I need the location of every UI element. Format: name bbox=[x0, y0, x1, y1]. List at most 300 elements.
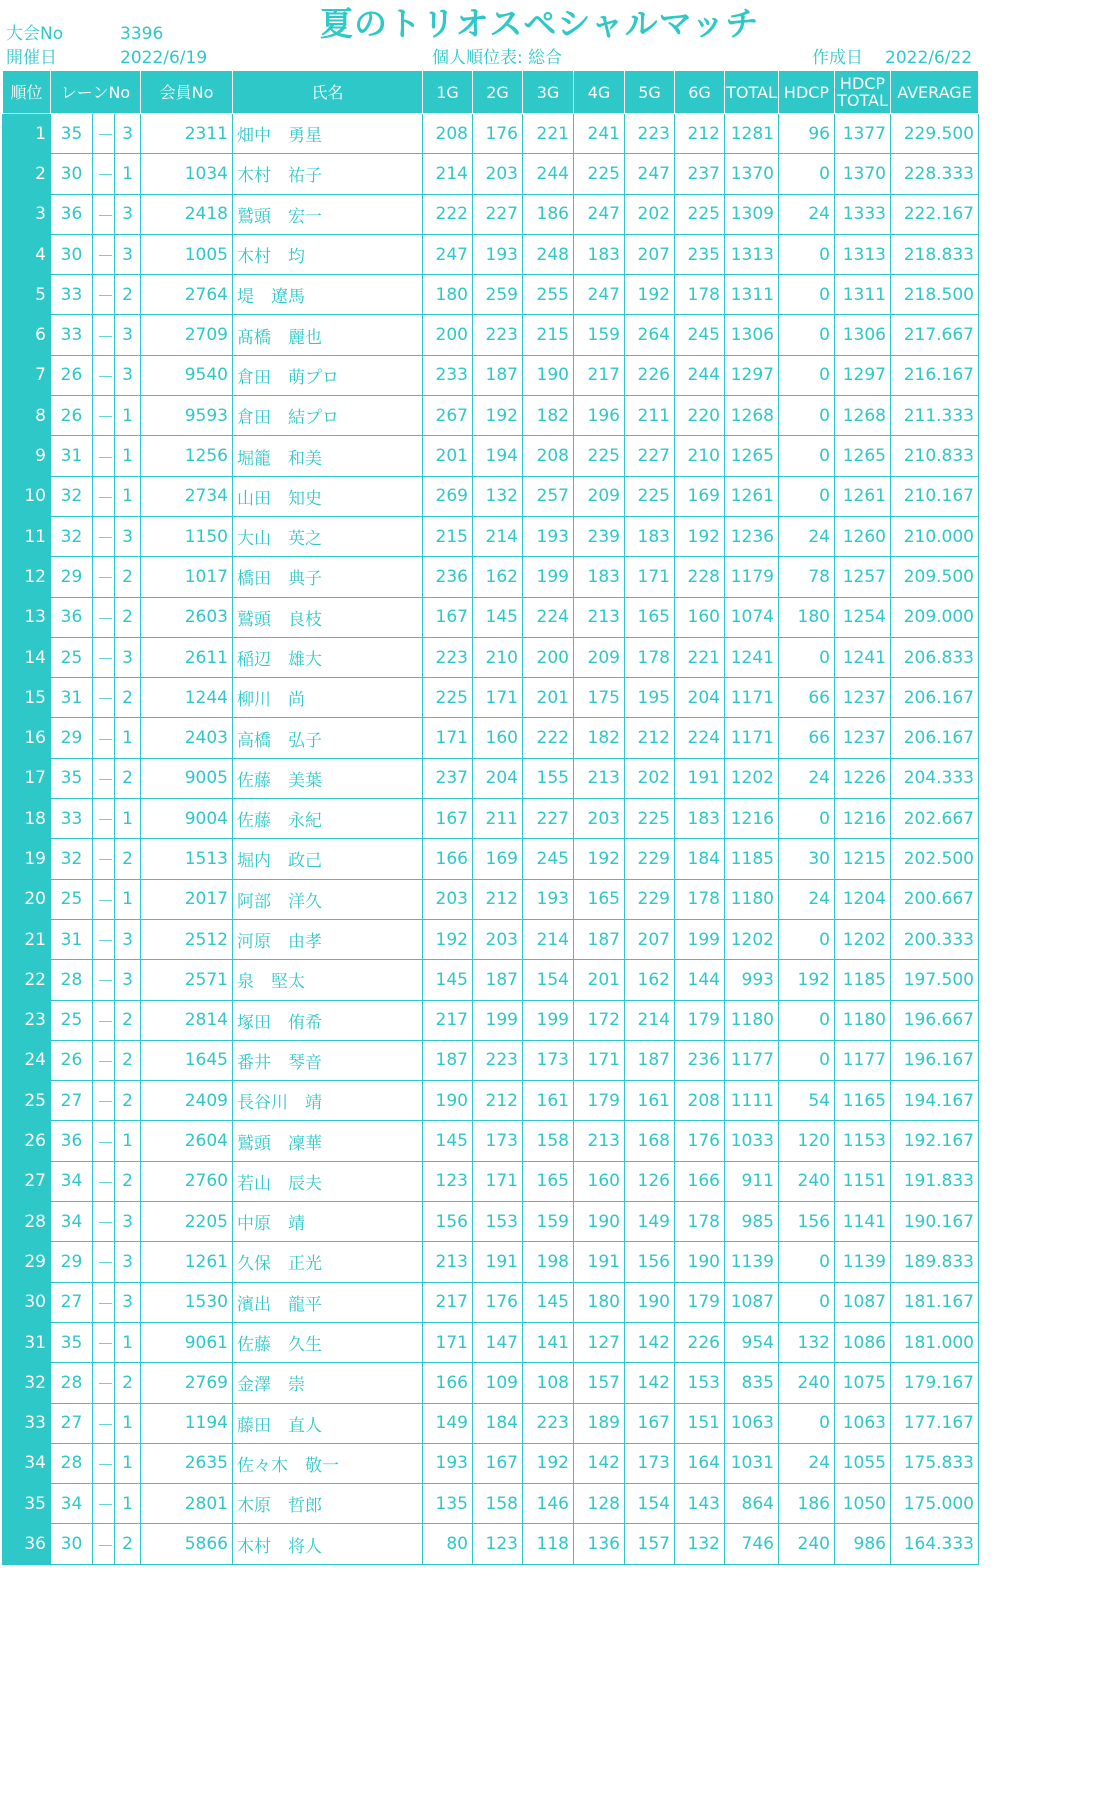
game-5-score: 207 bbox=[625, 234, 675, 274]
table-row bbox=[3, 919, 979, 959]
total-score: 1031 bbox=[725, 1443, 779, 1483]
table-row bbox=[3, 476, 979, 516]
game-1-score: 156 bbox=[423, 1202, 473, 1242]
table-row bbox=[3, 758, 979, 798]
game-2-score: 194 bbox=[473, 436, 523, 476]
lane-slot: 1 bbox=[115, 1484, 141, 1524]
lane-slot: 1 bbox=[115, 1121, 141, 1161]
game-4-score: 213 bbox=[574, 597, 625, 637]
game-4-score: 225 bbox=[574, 154, 625, 194]
col-3g: 3G bbox=[523, 71, 574, 114]
game-5-score: 225 bbox=[625, 799, 675, 839]
hdcp-total-score: 1311 bbox=[835, 275, 891, 315]
rank-cell: 15 bbox=[3, 678, 51, 718]
rank-cell: 19 bbox=[3, 839, 51, 879]
hdcp-value: 0 bbox=[779, 315, 835, 355]
table-row bbox=[3, 597, 979, 637]
game-1-score: 180 bbox=[423, 275, 473, 315]
table-row bbox=[3, 1121, 979, 1161]
game-1-score: 193 bbox=[423, 1443, 473, 1483]
col-member-no: 会員No bbox=[141, 71, 233, 114]
game-5-score: 168 bbox=[625, 1121, 675, 1161]
game-4-score: 196 bbox=[574, 396, 625, 436]
lane-separator: － bbox=[93, 1322, 115, 1362]
rank-cell: 31 bbox=[3, 1322, 51, 1362]
table-row bbox=[3, 1040, 979, 1080]
hdcp-total-score: 1313 bbox=[835, 234, 891, 274]
game-5-score: 192 bbox=[625, 275, 675, 315]
lane-separator: － bbox=[93, 758, 115, 798]
game-2-score: 184 bbox=[473, 1403, 523, 1443]
lane-slot: 2 bbox=[115, 1081, 141, 1121]
average-score: 190.167 bbox=[891, 1202, 979, 1242]
lane-separator: － bbox=[93, 1443, 115, 1483]
player-name: 堤 遼馬 bbox=[233, 275, 423, 315]
game-1-score: 192 bbox=[423, 919, 473, 959]
lane-slot: 2 bbox=[115, 557, 141, 597]
player-name: 金澤 崇 bbox=[233, 1363, 423, 1403]
report-header bbox=[0, 0, 980, 70]
rank-cell: 17 bbox=[3, 758, 51, 798]
rank-cell: 25 bbox=[3, 1081, 51, 1121]
total-score: 1241 bbox=[725, 637, 779, 677]
lane-number: 32 bbox=[51, 839, 93, 879]
hdcp-value: 156 bbox=[779, 1202, 835, 1242]
total-score: 1111 bbox=[725, 1081, 779, 1121]
hdcp-total-score: 1202 bbox=[835, 919, 891, 959]
game-1-score: 269 bbox=[423, 476, 473, 516]
ranking-table bbox=[2, 70, 979, 1565]
lane-slot: 2 bbox=[115, 275, 141, 315]
average-score: 206.167 bbox=[891, 718, 979, 758]
total-score: 835 bbox=[725, 1363, 779, 1403]
lane-separator: － bbox=[93, 839, 115, 879]
table-row bbox=[3, 1403, 979, 1443]
player-name: 大山 英之 bbox=[233, 516, 423, 556]
average-score: 177.167 bbox=[891, 1403, 979, 1443]
game-2-score: 147 bbox=[473, 1322, 523, 1362]
player-name: 高橋 弘子 bbox=[233, 718, 423, 758]
hdcp-value: 0 bbox=[779, 476, 835, 516]
member-no: 9005 bbox=[141, 758, 233, 798]
game-4-score: 201 bbox=[574, 960, 625, 1000]
lane-slot: 3 bbox=[115, 234, 141, 274]
hdcp-value: 0 bbox=[779, 1242, 835, 1282]
total-score: 1309 bbox=[725, 194, 779, 234]
game-3-score: 244 bbox=[523, 154, 574, 194]
table-row bbox=[3, 396, 979, 436]
hdcp-value: 0 bbox=[779, 154, 835, 194]
table-row bbox=[3, 1443, 979, 1483]
member-no: 2769 bbox=[141, 1363, 233, 1403]
lane-slot: 1 bbox=[115, 1322, 141, 1362]
lane-separator: － bbox=[93, 315, 115, 355]
rank-cell: 18 bbox=[3, 799, 51, 839]
total-score: 864 bbox=[725, 1484, 779, 1524]
member-no: 2814 bbox=[141, 1000, 233, 1040]
average-score: 229.500 bbox=[891, 114, 979, 154]
game-5-score: 247 bbox=[625, 154, 675, 194]
game-5-score: 226 bbox=[625, 355, 675, 395]
total-score: 1180 bbox=[725, 1000, 779, 1040]
member-no: 1645 bbox=[141, 1040, 233, 1080]
hdcp-value: 240 bbox=[779, 1524, 835, 1564]
table-row bbox=[3, 799, 979, 839]
game-2-score: 199 bbox=[473, 1000, 523, 1040]
total-score: 985 bbox=[725, 1202, 779, 1242]
game-6-score: 244 bbox=[675, 355, 725, 395]
lane-slot: 3 bbox=[115, 919, 141, 959]
game-1-score: 214 bbox=[423, 154, 473, 194]
hdcp-value: 24 bbox=[779, 758, 835, 798]
player-name: 鷲頭 良枝 bbox=[233, 597, 423, 637]
lane-separator: － bbox=[93, 597, 115, 637]
table-row bbox=[3, 1202, 979, 1242]
game-4-score: 213 bbox=[574, 758, 625, 798]
member-no: 2611 bbox=[141, 637, 233, 677]
member-no: 1530 bbox=[141, 1282, 233, 1322]
lane-number: 28 bbox=[51, 960, 93, 1000]
total-score: 1202 bbox=[725, 919, 779, 959]
lane-number: 36 bbox=[51, 1121, 93, 1161]
game-3-score: 248 bbox=[523, 234, 574, 274]
table-row bbox=[3, 557, 979, 597]
lane-number: 29 bbox=[51, 1242, 93, 1282]
average-score: 196.667 bbox=[891, 1000, 979, 1040]
game-6-score: 235 bbox=[675, 234, 725, 274]
game-3-score: 200 bbox=[523, 637, 574, 677]
game-6-score: 224 bbox=[675, 718, 725, 758]
lane-separator: － bbox=[93, 637, 115, 677]
total-score: 1171 bbox=[725, 718, 779, 758]
player-name: 畑中 勇星 bbox=[233, 114, 423, 154]
lane-separator: － bbox=[93, 355, 115, 395]
game-5-score: 214 bbox=[625, 1000, 675, 1040]
game-3-score: 141 bbox=[523, 1322, 574, 1362]
lane-slot: 1 bbox=[115, 718, 141, 758]
game-2-score: 259 bbox=[473, 275, 523, 315]
game-1-score: 213 bbox=[423, 1242, 473, 1282]
game-4-score: 247 bbox=[574, 275, 625, 315]
total-score: 746 bbox=[725, 1524, 779, 1564]
game-1-score: 208 bbox=[423, 114, 473, 154]
game-6-score: 169 bbox=[675, 476, 725, 516]
member-no: 2709 bbox=[141, 315, 233, 355]
lane-number: 31 bbox=[51, 436, 93, 476]
lane-separator: － bbox=[93, 718, 115, 758]
average-score: 206.833 bbox=[891, 637, 979, 677]
total-score: 1033 bbox=[725, 1121, 779, 1161]
game-6-score: 221 bbox=[675, 637, 725, 677]
game-5-score: 212 bbox=[625, 718, 675, 758]
col-6g: 6G bbox=[675, 71, 725, 114]
lane-number: 28 bbox=[51, 1363, 93, 1403]
col-4g: 4G bbox=[574, 71, 625, 114]
member-no: 9061 bbox=[141, 1322, 233, 1362]
game-3-score: 199 bbox=[523, 557, 574, 597]
lane-number: 26 bbox=[51, 355, 93, 395]
game-4-score: 191 bbox=[574, 1242, 625, 1282]
game-5-score: 173 bbox=[625, 1443, 675, 1483]
total-score: 993 bbox=[725, 960, 779, 1000]
average-score: 218.500 bbox=[891, 275, 979, 315]
game-2-score: 132 bbox=[473, 476, 523, 516]
hdcp-total-score: 1370 bbox=[835, 154, 891, 194]
rank-cell: 28 bbox=[3, 1202, 51, 1242]
game-5-score: 229 bbox=[625, 879, 675, 919]
rank-cell: 21 bbox=[3, 919, 51, 959]
lane-slot: 3 bbox=[115, 1242, 141, 1282]
game-6-score: 228 bbox=[675, 557, 725, 597]
game-6-score: 179 bbox=[675, 1282, 725, 1322]
member-no: 1194 bbox=[141, 1403, 233, 1443]
rank-cell: 13 bbox=[3, 597, 51, 637]
game-2-score: 210 bbox=[473, 637, 523, 677]
member-no: 1034 bbox=[141, 154, 233, 194]
lane-separator: － bbox=[93, 879, 115, 919]
game-1-score: 203 bbox=[423, 879, 473, 919]
game-1-score: 145 bbox=[423, 1121, 473, 1161]
lane-slot: 3 bbox=[115, 960, 141, 1000]
hdcp-value: 66 bbox=[779, 718, 835, 758]
game-1-score: 237 bbox=[423, 758, 473, 798]
lane-number: 34 bbox=[51, 1484, 93, 1524]
rank-cell: 20 bbox=[3, 879, 51, 919]
member-no: 2017 bbox=[141, 879, 233, 919]
member-no: 1017 bbox=[141, 557, 233, 597]
col-hdcp: HDCP bbox=[779, 71, 835, 114]
total-score: 1281 bbox=[725, 114, 779, 154]
game-4-score: 187 bbox=[574, 919, 625, 959]
member-no: 9540 bbox=[141, 355, 233, 395]
game-4-score: 190 bbox=[574, 1202, 625, 1242]
hdcp-value: 54 bbox=[779, 1081, 835, 1121]
rank-cell: 22 bbox=[3, 960, 51, 1000]
rank-cell: 23 bbox=[3, 1000, 51, 1040]
lane-number: 32 bbox=[51, 516, 93, 556]
col-5g: 5G bbox=[625, 71, 675, 114]
game-3-score: 245 bbox=[523, 839, 574, 879]
game-1-score: 217 bbox=[423, 1282, 473, 1322]
game-2-score: 160 bbox=[473, 718, 523, 758]
lane-slot: 1 bbox=[115, 1403, 141, 1443]
average-score: 202.500 bbox=[891, 839, 979, 879]
lane-number: 33 bbox=[51, 315, 93, 355]
lane-separator: － bbox=[93, 1524, 115, 1564]
game-6-score: 153 bbox=[675, 1363, 725, 1403]
hdcp-value: 0 bbox=[779, 355, 835, 395]
player-name: 木村 将人 bbox=[233, 1524, 423, 1564]
game-2-score: 203 bbox=[473, 919, 523, 959]
game-3-score: 223 bbox=[523, 1403, 574, 1443]
player-name: 堀籠 和美 bbox=[233, 436, 423, 476]
lane-slot: 2 bbox=[115, 1040, 141, 1080]
table-row bbox=[3, 154, 979, 194]
player-name: 塚田 侑希 bbox=[233, 1000, 423, 1040]
game-5-score: 229 bbox=[625, 839, 675, 879]
game-6-score: 226 bbox=[675, 1322, 725, 1362]
rank-cell: 5 bbox=[3, 275, 51, 315]
hdcp-total-score: 1215 bbox=[835, 839, 891, 879]
col-2g: 2G bbox=[473, 71, 523, 114]
lane-separator: － bbox=[93, 799, 115, 839]
hdcp-value: 120 bbox=[779, 1121, 835, 1161]
lane-slot: 3 bbox=[115, 1202, 141, 1242]
game-3-score: 199 bbox=[523, 1000, 574, 1040]
lane-separator: － bbox=[93, 516, 115, 556]
game-4-score: 165 bbox=[574, 879, 625, 919]
average-score: 209.500 bbox=[891, 557, 979, 597]
hdcp-value: 78 bbox=[779, 557, 835, 597]
member-no: 2764 bbox=[141, 275, 233, 315]
player-name: 佐藤 美葉 bbox=[233, 758, 423, 798]
game-1-score: 149 bbox=[423, 1403, 473, 1443]
game-5-score: 190 bbox=[625, 1282, 675, 1322]
game-5-score: 142 bbox=[625, 1363, 675, 1403]
page-title: 夏のトリオスペシャルマッチ bbox=[320, 4, 760, 43]
game-2-score: 169 bbox=[473, 839, 523, 879]
game-2-score: 191 bbox=[473, 1242, 523, 1282]
game-5-score: 202 bbox=[625, 758, 675, 798]
player-name: 髙橋 麗也 bbox=[233, 315, 423, 355]
game-1-score: 267 bbox=[423, 396, 473, 436]
player-name: 木村 均 bbox=[233, 234, 423, 274]
lane-separator: － bbox=[93, 1000, 115, 1040]
game-6-score: 184 bbox=[675, 839, 725, 879]
total-score: 954 bbox=[725, 1322, 779, 1362]
lane-slot: 3 bbox=[115, 637, 141, 677]
total-score: 1139 bbox=[725, 1242, 779, 1282]
table-row bbox=[3, 718, 979, 758]
player-name: 阿部 洋久 bbox=[233, 879, 423, 919]
game-3-score: 186 bbox=[523, 194, 574, 234]
game-6-score: 166 bbox=[675, 1161, 725, 1201]
member-no: 2512 bbox=[141, 919, 233, 959]
game-2-score: 211 bbox=[473, 799, 523, 839]
game-4-score: 209 bbox=[574, 476, 625, 516]
report-subtitle: 個人順位表: 総合 bbox=[432, 48, 563, 68]
game-5-score: 183 bbox=[625, 516, 675, 556]
lane-number: 28 bbox=[51, 1443, 93, 1483]
lane-slot: 1 bbox=[115, 154, 141, 194]
game-5-score: 167 bbox=[625, 1403, 675, 1443]
lane-number: 33 bbox=[51, 275, 93, 315]
game-4-score: 203 bbox=[574, 799, 625, 839]
rank-cell: 10 bbox=[3, 476, 51, 516]
average-score: 202.667 bbox=[891, 799, 979, 839]
table-row bbox=[3, 436, 979, 476]
rank-cell: 26 bbox=[3, 1121, 51, 1161]
table-row bbox=[3, 1081, 979, 1121]
game-1-score: 145 bbox=[423, 960, 473, 1000]
lane-number: 26 bbox=[51, 396, 93, 436]
game-3-score: 182 bbox=[523, 396, 574, 436]
table-row bbox=[3, 879, 979, 919]
hdcp-total-score: 1333 bbox=[835, 194, 891, 234]
average-score: 181.167 bbox=[891, 1282, 979, 1322]
game-2-score: 176 bbox=[473, 1282, 523, 1322]
member-no: 2760 bbox=[141, 1161, 233, 1201]
hdcp-total-score: 1226 bbox=[835, 758, 891, 798]
member-no: 1256 bbox=[141, 436, 233, 476]
lane-separator: － bbox=[93, 1081, 115, 1121]
average-score: 206.167 bbox=[891, 678, 979, 718]
lane-number: 27 bbox=[51, 1403, 93, 1443]
game-5-score: 161 bbox=[625, 1081, 675, 1121]
lane-slot: 1 bbox=[115, 799, 141, 839]
lane-number: 36 bbox=[51, 194, 93, 234]
game-3-score: 198 bbox=[523, 1242, 574, 1282]
table-row bbox=[3, 1000, 979, 1040]
hdcp-total-score: 1261 bbox=[835, 476, 891, 516]
game-4-score: 183 bbox=[574, 557, 625, 597]
game-6-score: 164 bbox=[675, 1443, 725, 1483]
lane-number: 34 bbox=[51, 1161, 93, 1201]
game-6-score: 143 bbox=[675, 1484, 725, 1524]
game-6-score: 178 bbox=[675, 1202, 725, 1242]
player-name: 鷲頭 宏一 bbox=[233, 194, 423, 234]
average-score: 179.167 bbox=[891, 1363, 979, 1403]
rank-cell: 29 bbox=[3, 1242, 51, 1282]
hdcp-total-score: 986 bbox=[835, 1524, 891, 1564]
rank-cell: 7 bbox=[3, 355, 51, 395]
col-name: 氏名 bbox=[233, 71, 423, 114]
hdcp-total-score: 1268 bbox=[835, 396, 891, 436]
average-score: 218.833 bbox=[891, 234, 979, 274]
game-5-score: 142 bbox=[625, 1322, 675, 1362]
hdcp-total-score: 1265 bbox=[835, 436, 891, 476]
lane-separator: － bbox=[93, 557, 115, 597]
game-3-score: 255 bbox=[523, 275, 574, 315]
game-1-score: 80 bbox=[423, 1524, 473, 1564]
game-3-score: 118 bbox=[523, 1524, 574, 1564]
total-score: 1311 bbox=[725, 275, 779, 315]
hdcp-value: 0 bbox=[779, 1403, 835, 1443]
total-score: 1179 bbox=[725, 557, 779, 597]
lane-number: 27 bbox=[51, 1081, 93, 1121]
game-2-score: 212 bbox=[473, 879, 523, 919]
hdcp-value: 0 bbox=[779, 396, 835, 436]
game-4-score: 180 bbox=[574, 1282, 625, 1322]
game-4-score: 171 bbox=[574, 1040, 625, 1080]
lane-number: 29 bbox=[51, 557, 93, 597]
meet-no-value: 3396 bbox=[120, 24, 164, 44]
rank-cell: 27 bbox=[3, 1161, 51, 1201]
game-6-score: 151 bbox=[675, 1403, 725, 1443]
rank-cell: 6 bbox=[3, 315, 51, 355]
game-4-score: 217 bbox=[574, 355, 625, 395]
rank-cell: 1 bbox=[3, 114, 51, 154]
game-1-score: 166 bbox=[423, 839, 473, 879]
hdcp-value: 24 bbox=[779, 1443, 835, 1483]
game-5-score: 149 bbox=[625, 1202, 675, 1242]
game-3-score: 146 bbox=[523, 1484, 574, 1524]
lane-number: 35 bbox=[51, 114, 93, 154]
average-score: 222.167 bbox=[891, 194, 979, 234]
game-2-score: 158 bbox=[473, 1484, 523, 1524]
game-3-score: 190 bbox=[523, 355, 574, 395]
rank-cell: 2 bbox=[3, 154, 51, 194]
lane-slot: 3 bbox=[115, 114, 141, 154]
game-5-score: 156 bbox=[625, 1242, 675, 1282]
game-4-score: 175 bbox=[574, 678, 625, 718]
lane-separator: － bbox=[93, 1484, 115, 1524]
table-row bbox=[3, 275, 979, 315]
game-6-score: 183 bbox=[675, 799, 725, 839]
col-total: TOTAL bbox=[725, 71, 779, 114]
game-2-score: 212 bbox=[473, 1081, 523, 1121]
rank-cell: 9 bbox=[3, 436, 51, 476]
